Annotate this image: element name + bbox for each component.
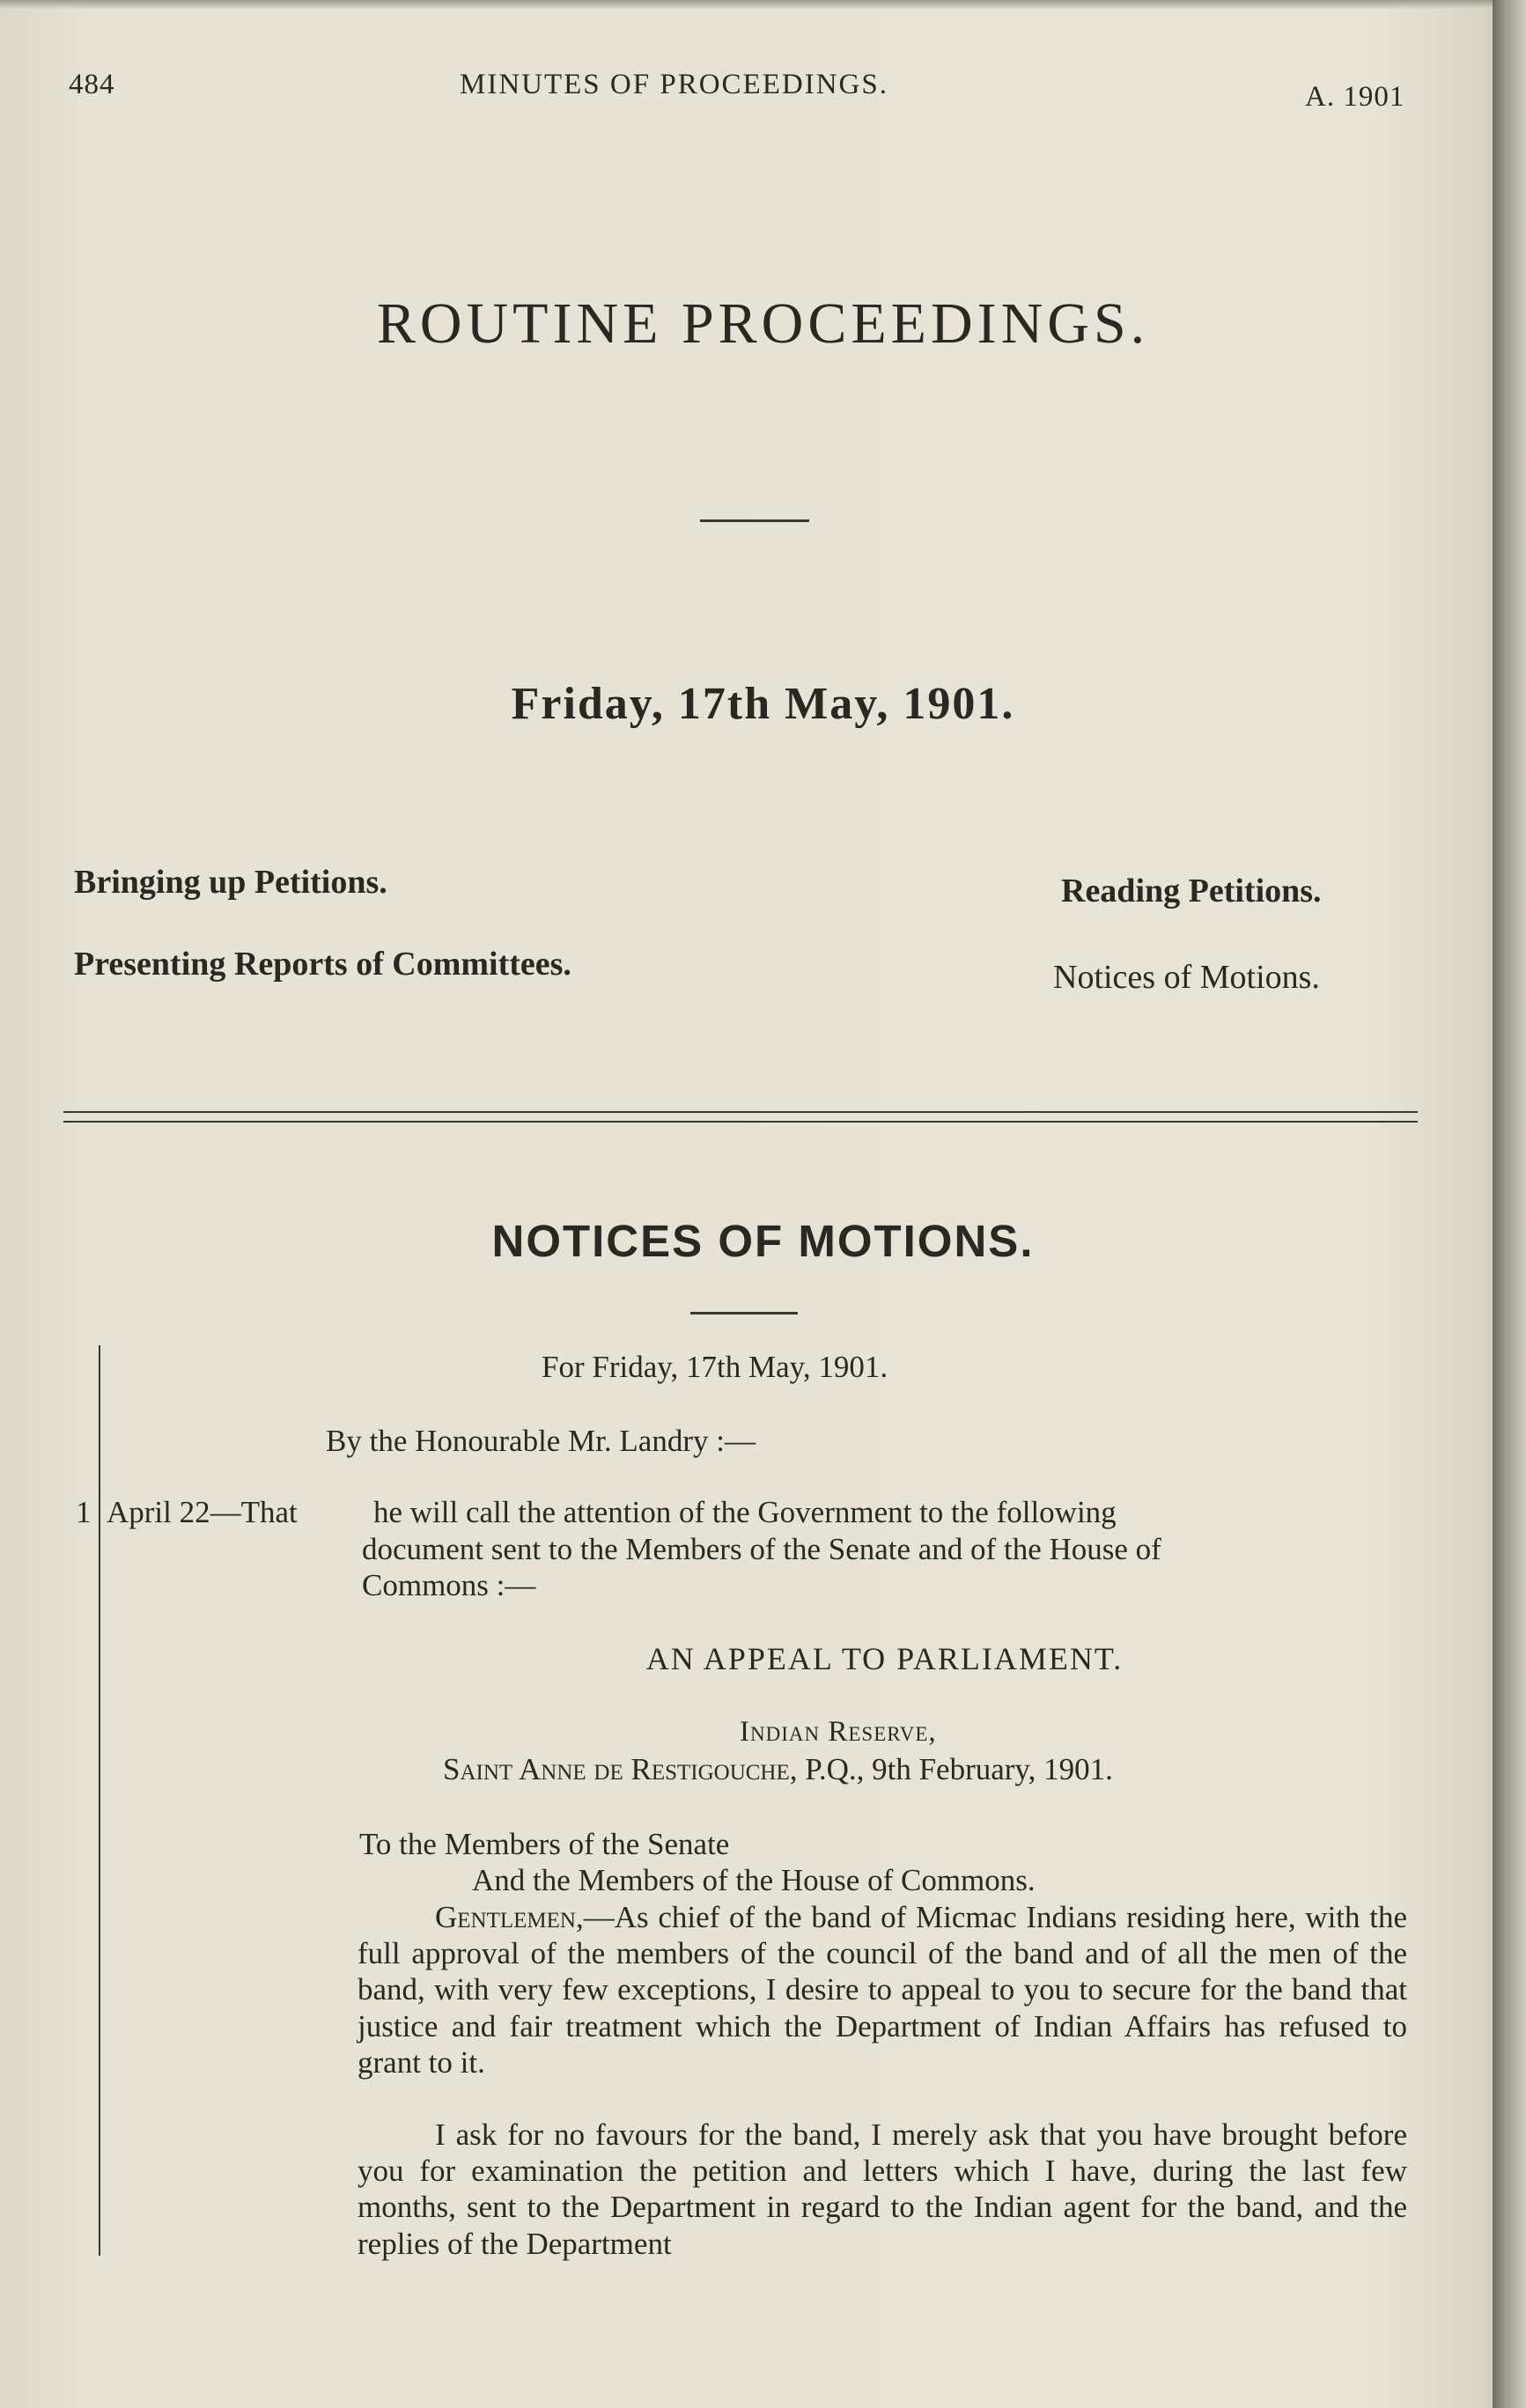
notice-text-line-2: document sent to the Members of the Senate and of the House of [362, 1532, 1161, 1566]
salutation-line-1: To the Members of the Senate [359, 1827, 730, 1861]
session-year: A. 1901 [1305, 81, 1405, 113]
notice-date: April 22—That [107, 1495, 298, 1529]
section-double-rule [63, 1111, 1418, 1123]
letter-paragraph-2: I ask for no favours for the band, I merely ask that you have brought before you for examination the petition and letters which I have, during the last few months, sent to the Department in regard to the Indian agent for the band, and the replies of the Department [358, 2117, 1407, 2261]
appeal-title: AN APPEAL TO PARLIAMENT. [645, 1641, 1124, 1676]
routine-item-notices-of-motions: Notices of Motions. [1053, 959, 1320, 996]
letter-paragraph-1 [358, 1899, 1407, 2080]
running-title: MINUTES OF PROCEEDINGS. [460, 69, 888, 100]
paragraph-lead-in: Gentlemen, [435, 1900, 584, 1934]
section-title: NOTICES OF MOTIONS. [491, 1216, 1035, 1266]
paragraph-1-body: —As chief of the band of Micmac Indians residing here, with the full approval of the members of the council of the band and of all the men of the band, with very few exceptions, I desire to appeal to you to secure for the band that justice and fair treatment which the Department of Indian Affairs has refused to grant to it. [358, 1900, 1407, 2080]
title-divider [700, 519, 809, 522]
notice-text-line-1: he will call the attention of the Government to the following [373, 1495, 1117, 1529]
address-date: P.Q., 9th February, 1901. [797, 1752, 1113, 1786]
sitting-date: Friday, 17th May, 1901. [511, 679, 1015, 729]
address-place: Saint Anne de Restigouche, [443, 1752, 798, 1786]
routine-item-reading-petitions: Reading Petitions. [1061, 873, 1322, 909]
notice-by-member: By the Honourable Mr. Landry :— [326, 1424, 756, 1458]
notice-for-date: For Friday, 17th May, 1901. [542, 1350, 888, 1384]
letter-address-line-1: Indian Reserve, [740, 1716, 937, 1748]
notice-number: 1 [76, 1495, 92, 1529]
page-number: 484 [69, 69, 115, 100]
margin-rule [99, 1345, 100, 2256]
page-binding-edge [1493, 0, 1526, 2408]
notice-text-line-3: Commons :— [362, 1568, 536, 1602]
page-title: ROUTINE PROCEEDINGS. [376, 291, 1150, 356]
section-divider [690, 1312, 798, 1314]
page-top-edge [0, 0, 1526, 9]
letter-address-line-2 [443, 1752, 1113, 1787]
routine-item-presenting-reports: Presenting Reports of Committees. [74, 946, 571, 983]
salutation-line-2: And the Members of the House of Commons. [472, 1863, 1036, 1897]
routine-item-bringing-up-petitions: Bringing up Petitions. [74, 864, 387, 901]
